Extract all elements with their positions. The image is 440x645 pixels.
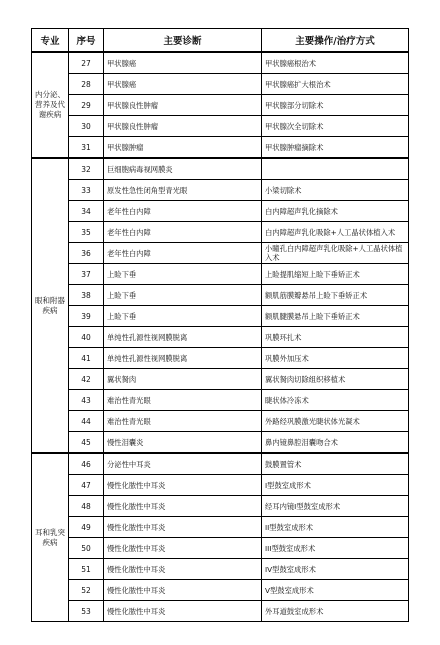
procedure-cell: 巩膜外加压术 <box>262 348 409 369</box>
procedure-cell: 甲状腺肿瘤摘除术 <box>262 137 409 159</box>
diagnosis-cell: 甲状腺癌 <box>104 52 262 74</box>
number-cell: 32 <box>69 158 104 180</box>
diagnosis-cell: 上睑下垂 <box>104 264 262 285</box>
table-row <box>32 158 409 180</box>
diagnosis-cell: 巨细胞病毒视网膜炎 <box>104 158 262 180</box>
number-cell: 28 <box>69 74 104 95</box>
number-cell: 48 <box>69 496 104 517</box>
number-cell: 53 <box>69 601 104 622</box>
diagnosis-cell: 慢性化脓性中耳炎 <box>104 601 262 622</box>
number-cell: 41 <box>69 348 104 369</box>
number-cell: 52 <box>69 580 104 601</box>
table-row <box>32 390 409 411</box>
diagnosis-cell: 慢性化脓性中耳炎 <box>104 475 262 496</box>
table-row <box>32 538 409 559</box>
number-cell: 36 <box>69 243 104 264</box>
table-row <box>32 411 409 432</box>
procedure-cell: 小瞳孔白内障超声乳化吸除+人工晶状体植入术 <box>262 243 409 264</box>
table-row <box>32 243 409 264</box>
number-header: 序号 <box>69 29 104 53</box>
specialty-cell: 眼和附器疾病 <box>32 158 69 453</box>
number-cell: 39 <box>69 306 104 327</box>
table-row <box>32 52 409 74</box>
table-row <box>32 496 409 517</box>
procedure-cell: 睫状体冷冻术 <box>262 390 409 411</box>
diagnosis-cell: 难治性青光眼 <box>104 390 262 411</box>
table-row <box>32 475 409 496</box>
specialty-cell: 耳和乳突疾病 <box>32 453 69 622</box>
procedure-cell: 翼状胬肉切除组织移植术 <box>262 369 409 390</box>
table-row <box>32 222 409 243</box>
table-row <box>32 264 409 285</box>
table-row <box>32 580 409 601</box>
table-row <box>32 306 409 327</box>
number-cell: 40 <box>69 327 104 348</box>
procedure-cell <box>262 158 409 180</box>
procedure-cell: V型鼓室成形术 <box>262 580 409 601</box>
diagnosis-cell: 慢性化脓性中耳炎 <box>104 517 262 538</box>
diagnosis-cell: 慢性化脓性中耳炎 <box>104 538 262 559</box>
table-row <box>32 327 409 348</box>
diagnosis-cell: 甲状腺良性肿瘤 <box>104 116 262 137</box>
procedure-cell: 额肌腱膜悬吊上睑下垂矫正术 <box>262 306 409 327</box>
number-cell: 37 <box>69 264 104 285</box>
table-row <box>32 95 409 116</box>
table-body <box>32 52 409 622</box>
procedure-cell: 上睑提肌缩短上睑下垂矫正术 <box>262 264 409 285</box>
table-row <box>32 348 409 369</box>
procedure-table <box>31 28 409 622</box>
specialty-cell: 内分泌、营养及代谢疾病 <box>32 52 69 158</box>
number-cell: 27 <box>69 52 104 74</box>
diagnosis-header: 主要诊断 <box>104 29 262 53</box>
procedure-cell: 经耳内镜I型鼓室成形术 <box>262 496 409 517</box>
diagnosis-cell: 老年性白内障 <box>104 243 262 264</box>
diagnosis-cell: 上睑下垂 <box>104 306 262 327</box>
procedure-cell: III型鼓室成形术 <box>262 538 409 559</box>
diagnosis-cell: 上睑下垂 <box>104 285 262 306</box>
table-row <box>32 285 409 306</box>
number-cell: 33 <box>69 180 104 201</box>
table-row <box>32 369 409 390</box>
table-row <box>32 116 409 137</box>
number-cell: 29 <box>69 95 104 116</box>
diagnosis-cell: 原发性急性闭角型青光眼 <box>104 180 262 201</box>
diagnosis-cell: 慢性泪囊炎 <box>104 432 262 454</box>
procedure-cell: 额肌筋膜瓣悬吊上睑下垂矫正术 <box>262 285 409 306</box>
table-row <box>32 453 409 475</box>
number-cell: 30 <box>69 116 104 137</box>
number-cell: 35 <box>69 222 104 243</box>
number-cell: 49 <box>69 517 104 538</box>
table-row <box>32 517 409 538</box>
procedure-cell: 甲状腺次全切除术 <box>262 116 409 137</box>
procedure-cell: 外耳道鼓室成形术 <box>262 601 409 622</box>
header-row <box>32 29 409 53</box>
diagnosis-cell: 慢性化脓性中耳炎 <box>104 580 262 601</box>
diagnosis-cell: 单纯性孔源性视网膜脱离 <box>104 348 262 369</box>
procedure-cell: 甲状腺部分切除术 <box>262 95 409 116</box>
procedure-cell: 甲状腺癌根治术 <box>262 52 409 74</box>
diagnosis-cell: 慢性化脓性中耳炎 <box>104 496 262 517</box>
procedure-cell: 鼓膜置管术 <box>262 453 409 475</box>
procedure-cell: 小梁切除术 <box>262 180 409 201</box>
diagnosis-cell: 老年性白内障 <box>104 201 262 222</box>
procedure-cell: IV型鼓室成形术 <box>262 559 409 580</box>
number-cell: 51 <box>69 559 104 580</box>
number-cell: 46 <box>69 453 104 475</box>
diagnosis-cell: 单纯性孔源性视网膜脱离 <box>104 327 262 348</box>
procedure-cell: I型鼓室成形术 <box>262 475 409 496</box>
diagnosis-cell: 甲状腺肿瘤 <box>104 137 262 159</box>
procedure-cell: 白内障超声乳化吸除+人工晶状体植入术 <box>262 222 409 243</box>
table-row <box>32 137 409 159</box>
number-cell: 34 <box>69 201 104 222</box>
number-cell: 31 <box>69 137 104 159</box>
procedure-cell: 鼻内镜鼻腔泪囊吻合术 <box>262 432 409 454</box>
diagnosis-cell: 翼状胬肉 <box>104 369 262 390</box>
procedure-cell: 白内障超声乳化摘除术 <box>262 201 409 222</box>
procedure-cell: 巩膜环扎术 <box>262 327 409 348</box>
procedure-cell: 外路经巩膜激光睫状体光凝术 <box>262 411 409 432</box>
diagnosis-cell: 甲状腺癌 <box>104 74 262 95</box>
table-row <box>32 559 409 580</box>
procedure-cell: II型鼓室成形术 <box>262 517 409 538</box>
number-cell: 47 <box>69 475 104 496</box>
diagnosis-cell: 甲状腺良性肿瘤 <box>104 95 262 116</box>
procedure-header: 主要操作/治疗方式 <box>262 29 409 53</box>
diagnosis-cell: 慢性化脓性中耳炎 <box>104 559 262 580</box>
number-cell: 50 <box>69 538 104 559</box>
diagnosis-cell: 难治性青光眼 <box>104 411 262 432</box>
number-cell: 38 <box>69 285 104 306</box>
diagnosis-cell: 分泌性中耳炎 <box>104 453 262 475</box>
procedure-cell: 甲状腺癌扩大根治术 <box>262 74 409 95</box>
number-cell: 44 <box>69 411 104 432</box>
table-row <box>32 601 409 622</box>
number-cell: 45 <box>69 432 104 454</box>
number-cell: 43 <box>69 390 104 411</box>
table-row <box>32 201 409 222</box>
table-row <box>32 74 409 95</box>
table-row <box>32 432 409 454</box>
diagnosis-cell: 老年性白内障 <box>104 222 262 243</box>
number-cell: 42 <box>69 369 104 390</box>
table-row <box>32 180 409 201</box>
specialty-header: 专业 <box>32 29 69 53</box>
